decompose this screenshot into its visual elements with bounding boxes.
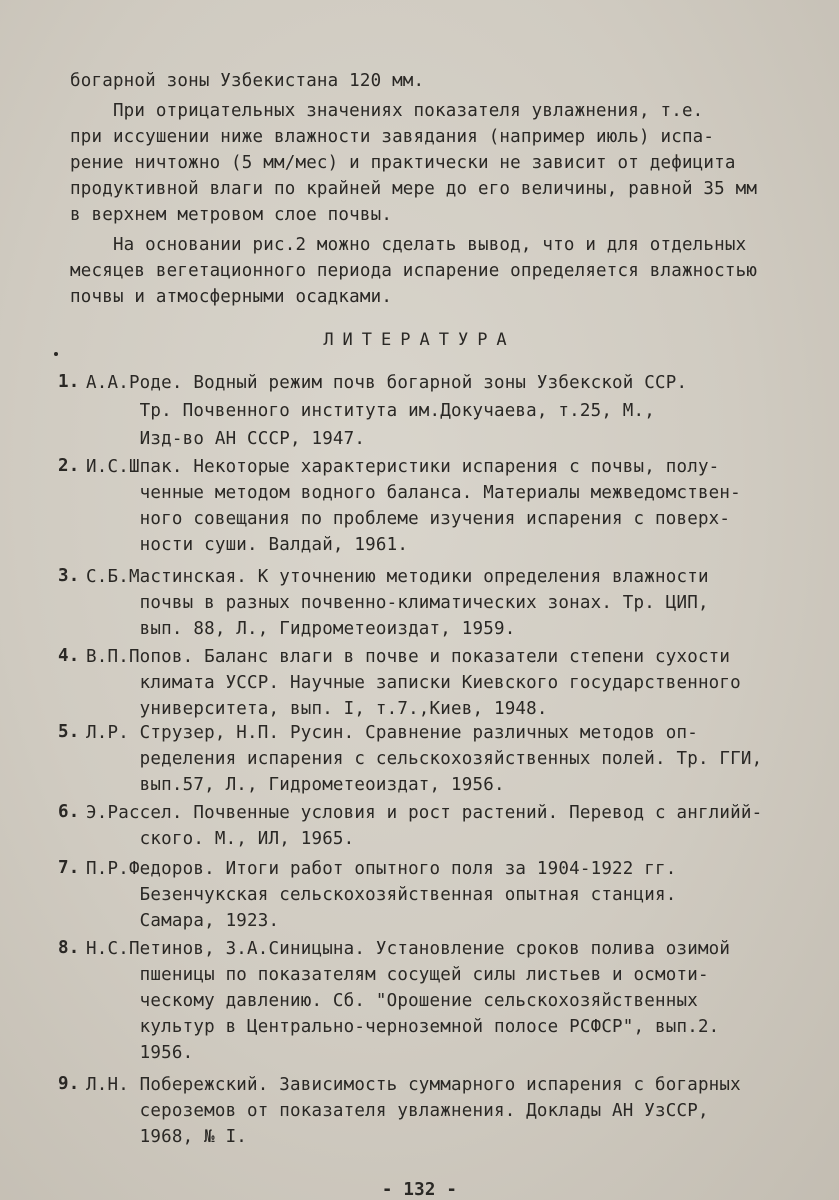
intro-line: При отрицательных значениях показателя увлажнения, т.е. — [70, 101, 704, 121]
reference-line: ческому давлению. Сб. "Орошение сельскохозяйственных — [86, 991, 698, 1011]
reference-line: культур в Центрально-черноземной полосе РСФСР", вып.2. — [86, 1017, 720, 1037]
reference-line: Безенчукская сельскохозяйственная опытная станция. — [86, 885, 677, 905]
reference-number: 5. — [58, 722, 80, 742]
reference-number: 6. — [58, 802, 80, 822]
reference-number: 9. — [58, 1074, 80, 1094]
reference-line: ности суши. Валдай, 1961. — [86, 535, 409, 555]
reference-line: Л.Н. Побережский. Зависимость суммарного испарения с богарных — [86, 1075, 741, 1095]
reference-line: Изд-во АН СССР, 1947. — [86, 429, 366, 449]
intro-line: месяцев вегетационного периода испарение определяется влажностью — [70, 261, 758, 281]
reference-number: 8. — [58, 938, 80, 958]
intro-line: богарной зоны Узбекистана 120 мм. — [70, 71, 425, 91]
page-number: - 132 - — [381, 1180, 458, 1200]
reference-line: П.Р.Федоров. Итоги работ опытного поля за 1904-1922 гг. — [86, 859, 677, 879]
reference-line: климата УССР. Научные записки Киевского государственного — [86, 673, 741, 693]
reference-line: С.Б.Мастинская. К уточнению методики определения влажности — [86, 567, 709, 587]
reference-line: ского. М., ИЛ, 1965. — [86, 829, 355, 849]
reference-number: 1. — [58, 372, 80, 392]
reference-line: ченные методом водного баланса. Материалы межведомствен- — [86, 483, 741, 503]
reference-line: Н.С.Петинов, З.А.Синицына. Установление сроков полива озимой — [86, 939, 731, 959]
ink-dot — [54, 352, 58, 356]
intro-line: продуктивной влаги по крайней мере до его величины, равной 35 мм — [70, 179, 758, 199]
intro-line: при иссушении ниже влажности завядания (например июль) испа- — [70, 127, 715, 147]
reference-number: 3. — [58, 566, 80, 586]
reference-line: ределения испарения с сельскохозяйственных полей. Тр. ГГИ, — [86, 749, 763, 769]
reference-line: И.С.Шпак. Некоторые характеристики испарения с почвы, полу- — [86, 457, 720, 477]
intro-line: в верхнем метровом слое почвы. — [70, 205, 393, 225]
reference-number: 2. — [58, 456, 80, 476]
reference-line: университета, вып. I, т.7.,Киев, 1948. — [86, 699, 548, 719]
reference-line: пшеницы по показателям сосущей силы листьев и осмоти- — [86, 965, 709, 985]
reference-line: сероземов от показателя увлажнения. Доклады АН УзССР, — [86, 1101, 709, 1121]
intro-line: На основании рис.2 можно сделать вывод, что и для отдельных — [70, 235, 747, 255]
reference-line: 1956. — [86, 1043, 194, 1063]
reference-number: 4. — [58, 646, 80, 666]
references-heading: ЛИТЕРАТУРА — [323, 330, 516, 350]
reference-number: 7. — [58, 858, 80, 878]
reference-line: вып. 88, Л., Гидрометеоиздат, 1959. — [86, 619, 516, 639]
reference-line: А.А.Роде. Водный режим почв богарной зоны Узбекской ССР. — [86, 373, 688, 393]
reference-line: 1968, № I. — [86, 1127, 248, 1147]
reference-line: Самара, 1923. — [86, 911, 280, 931]
reference-line: Тр. Почвенного института им.Докучаева, т.25, М., — [86, 401, 656, 421]
reference-line: В.П.Попов. Баланс влаги в почве и показатели степени сухости — [86, 647, 731, 667]
intro-line: почвы и атмосферными осадками. — [70, 287, 393, 307]
intro-line: рение ничтожно (5 мм/мес) и практически не зависит от дефицита — [70, 153, 736, 173]
reference-line: ного совещания по проблеме изучения испарения с поверх- — [86, 509, 731, 529]
reference-line: почвы в разных почвенно-климатических зонах. Тр. ЦИП, — [86, 593, 709, 613]
reference-line: вып.57, Л., Гидрометеоиздат, 1956. — [86, 775, 505, 795]
reference-line: Л.Р. Струзер, Н.П. Русин. Сравнение различных методов оп- — [86, 723, 698, 743]
reference-line: Э.Рассел. Почвенные условия и рост растений. Перевод с английй- — [86, 803, 763, 823]
